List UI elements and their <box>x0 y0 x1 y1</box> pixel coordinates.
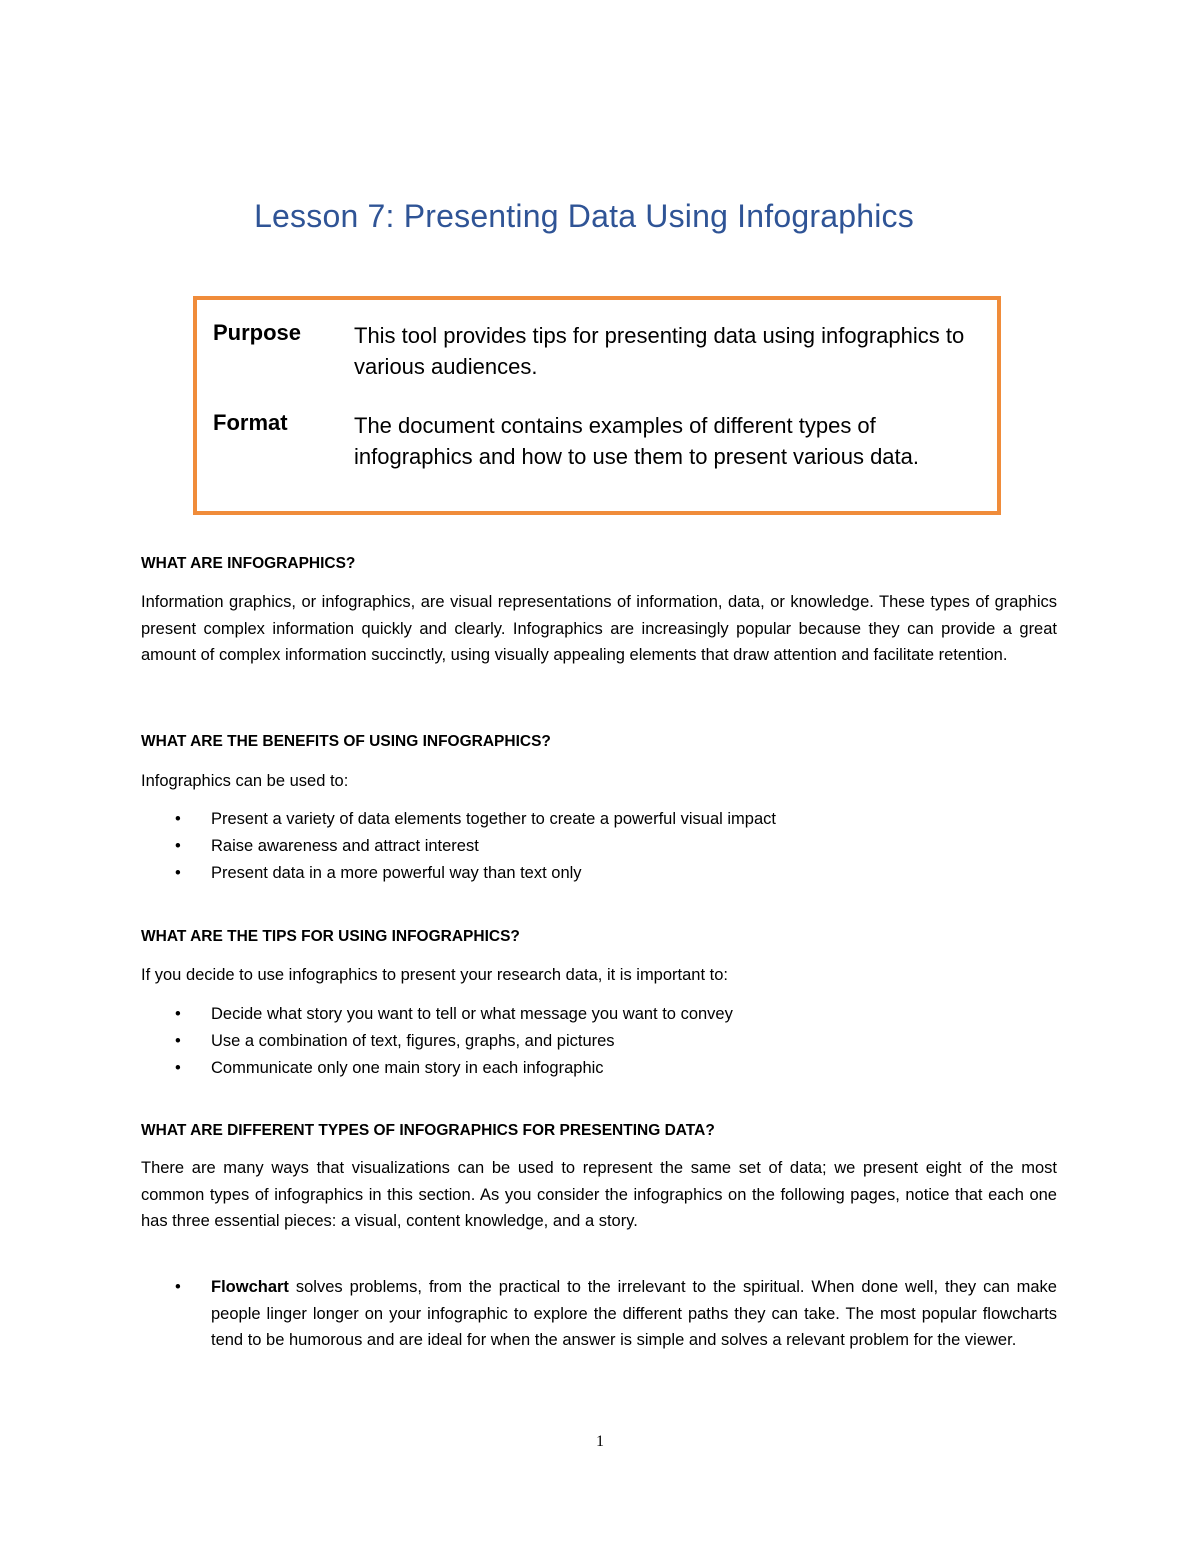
tips-list <box>141 1001 1057 1082</box>
list-item: • Use a combination of text, figures, graphs, and pictures <box>141 1028 1057 1055</box>
bullet-icon: • <box>175 810 181 828</box>
types-list <box>141 1274 1057 1354</box>
benefits-list <box>141 806 1057 887</box>
list-item-flowchart <box>141 1274 1057 1354</box>
section-heading: WHAT ARE THE TIPS FOR USING INFOGRAPHICS? <box>141 928 520 945</box>
bullet-icon: • <box>175 1278 181 1296</box>
section-benefits <box>141 729 1057 756</box>
bullet-icon: • <box>175 837 181 855</box>
section-benefits-intro <box>141 768 1057 795</box>
section-intro: Infographics can be used to: <box>141 772 349 790</box>
bullet-icon: • <box>175 864 181 882</box>
section-heading: WHAT ARE THE BENEFITS OF USING INFOGRAPHICS? <box>141 733 551 750</box>
format-label: Format <box>213 410 288 435</box>
list-item: • Present data in a more powerful way than text only <box>141 860 1057 887</box>
bullet-icon: • <box>175 1005 181 1023</box>
section-paragraph: Information graphics, or infographics, are visual representations of information, data, or knowledge. These types of graphics present complex information quickly and clearly. Infographics are increasingly popular because they can provide a great amount of complex information succinctly, using visually appealing elements that draw attention and facilitate retention. <box>141 593 1057 664</box>
list-item: • Raise awareness and attract interest <box>141 833 1057 860</box>
bullet-icon: • <box>175 1032 181 1050</box>
section-heading: WHAT ARE DIFFERENT TYPES OF INFOGRAPHICS FOR PRESENTING DATA? <box>141 1122 715 1139</box>
section-paragraph: There are many ways that visualizations can be used to represent the same set of data; we present eight of the most common types of infographics in this section. As you consider the infographics on the following pages, notice that each one has three essential pieces: a visual, content knowledge, and a story. <box>141 1159 1057 1230</box>
section-tips <box>141 924 1057 951</box>
section-types-body <box>141 1155 1057 1235</box>
bullet-icon: • <box>175 1059 181 1077</box>
list-item: • Decide what story you want to tell or what message you want to convey <box>141 1001 1057 1028</box>
section-what-are-infographics <box>141 551 1057 578</box>
purpose-text: This tool provides tips for presenting data using infographics to various audiences. <box>354 323 965 379</box>
list-item: • Communicate only one main story in each infographic <box>141 1055 1057 1082</box>
section-what-are-infographics-body <box>141 589 1057 669</box>
section-tips-intro <box>141 962 1057 989</box>
section-intro: If you decide to use infographics to present your research data, it is important to: <box>141 966 728 984</box>
flowchart-text: solves problems, from the practical to the irrelevant to the spiritual. When done well, they can make people linger longer on your infographic to explore the different paths they can take. The most popular flowcharts tend to be humorous and are ideal for when the answer is simple and solves a relevant problem for the viewer. <box>211 1278 1057 1349</box>
page-title: Lesson 7: Presenting Data Using Infographics <box>254 198 914 234</box>
list-item: • Present a variety of data elements together to create a powerful visual impact <box>141 806 1057 833</box>
section-types <box>141 1118 1057 1145</box>
purpose-label: Purpose <box>213 320 302 345</box>
page-number: 1 <box>596 1433 604 1450</box>
format-text: The document contains examples of different types of infographics and how to use them to present various data. <box>354 413 920 469</box>
purpose-box <box>193 296 1001 515</box>
flowchart-term: Flowchart <box>211 1278 289 1296</box>
section-heading: WHAT ARE INFOGRAPHICS? <box>141 555 356 572</box>
